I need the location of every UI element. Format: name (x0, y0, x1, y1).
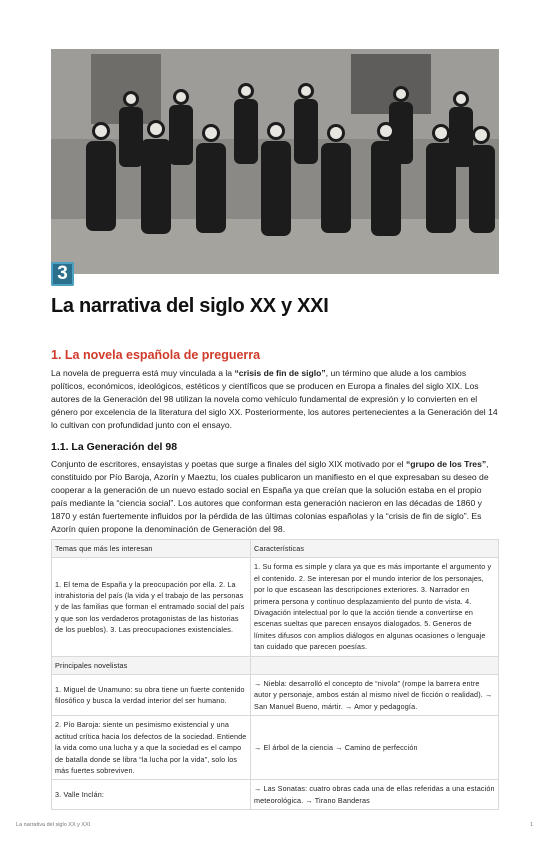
table-row (52, 716, 499, 780)
intro-paragraph: La novela de preguerra está muy vinculada a la “crisis de fin de siglo”, un término que alude a los cambios políticos, económicos, ideológicos, estéticos y científicos que se producen en Europa a finales del siglo XIX. Los autores de la Generación del 98 utilizan la novela como vehículo fundamental de expresión y lo convierten en el género por excelencia de la literatura del siglo XX. Posteriormente, los autores pertenecientes a la Generación del 14 lo cultivan con profundidad junto con el ensayo. (51, 368, 498, 430)
table-header-row (52, 540, 499, 558)
table-cell: → El árbol de la ciencia → Camino de perfección (251, 716, 499, 780)
table-cell: → Las Sonatas: cuatro obras cada una de ellas referidas a una estación meteorológica. → Tirano Banderas (251, 780, 499, 810)
subsection-heading: 1.1. La Generación del 98 (51, 441, 178, 453)
section-heading: 1. La novela española de preguerra (51, 348, 261, 362)
table-section-row (52, 656, 499, 674)
emphasis-text: “grupo de los Tres” (405, 459, 487, 469)
group-photo-figure (51, 49, 499, 274)
group-photo (51, 49, 499, 274)
table-row (52, 780, 499, 810)
table-cell: 2. Pío Baroja: siente un pesimismo existencial y una actitud crítica hacia los defectos de la sociedad. Entiende la vida como una lucha y a que la sociedad es el campo de batalla donde se libra “la lucha por la vida”, solo los más fuertes sobreviven. (52, 716, 251, 780)
table-row (52, 558, 499, 656)
table-section-label: Principales novelistas (52, 656, 251, 674)
footer-title: La narrativa del siglo XX y XXI (16, 822, 91, 828)
table-cell: 1. Su forma es simple y clara ya que es más importante el argumento y el contenido. 2. Se interesan por el mundo interior de los personajes, por lo que escasean las descripciones exteriores. 3. Narrador en primera persona y continuo desplazamiento del punto de vista. 4. Divagación intelectual por lo que la acción tiende a convertirse en escenas sueltas que parecen ensayos dialogados. 5. Generos de límites difusos con amplios diálogos en algunas ocasiones o lenguaje tan cuidado que parecen poesías. (251, 558, 499, 656)
table-cell (251, 656, 499, 674)
themes-table (51, 539, 499, 810)
table-cell: 1. Miguel de Unamuno: su obra tiene un fuerte contenido filosófico y busca la verdad interior del ser humano. (52, 675, 251, 716)
emphasis-text: “crisis de fin de siglo” (234, 368, 326, 378)
table-cell: → Niebla: desarrolló el concepto de “nivola” (rompe la barrera entre autor y personaje, ambos están al mismo nivel de ficción o realidad). → San Manuel Bueno, mártir. → Amor y pedagogía. (251, 675, 499, 716)
table-header-cell: Temas que más les interesan (52, 540, 251, 558)
table-row (52, 675, 499, 716)
table-cell: 3. Valle Inclán: (52, 780, 251, 810)
page-number: 1 (529, 822, 533, 828)
page-title: La narrativa del siglo XX y XXI (51, 295, 329, 317)
chapter-number-badge: 3 (51, 262, 74, 286)
table-cell: 1. El tema de España y la preocupación por ella. 2. La intrahistoria del país (la vida y el trabajo de las personas y de las familias que forman el entramado social del país y que son los verdaderos protagonistas de las historias de los pueblos). 3. Las preocupaciones existenciales. (52, 558, 251, 656)
table-header-cell: Características (251, 540, 499, 558)
generation-paragraph: Conjunto de escritores, ensayistas y poetas que surge a finales del siglo XIX motivado por el “grupo de los Tres”, constituido por Pío Baroja, Azorín y Maeztu, los cuales publicaron un manifiesto en el que expresaban su deseo de cooperar a la generación de un nuevo estado social en España ya que creían que la solución estaba en el propio país mediante la “ciencia social”. Los autores que conforman esta generación nacieron en las décadas de 1860 y 1870 y están fuertemente influidos por la pérdida de las últimas colonias españolas y la “crisis de fin de siglo”. Es Azorín quien propone la denominación de Generación del 98. (51, 459, 489, 534)
